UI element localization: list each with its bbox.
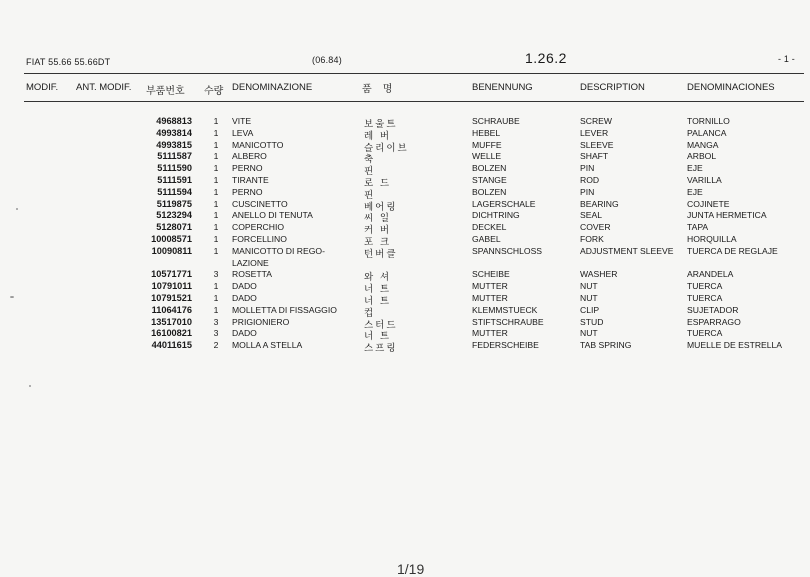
name-korean: 커 버 xyxy=(364,225,391,237)
col-qty-ko: 수량 xyxy=(204,86,224,97)
col-modif: MODIF. xyxy=(26,82,59,93)
table-row xyxy=(0,187,810,199)
name-english: STUD xyxy=(580,316,604,327)
quantity: 1 xyxy=(213,293,219,303)
name-italian: PRIGIONIERO xyxy=(232,316,290,327)
col-ant-modif: ANT. MODIF. xyxy=(76,82,132,93)
name-korean: 스프링 xyxy=(364,343,398,355)
name-italian: DADO xyxy=(232,293,257,303)
quantity: 1 xyxy=(213,304,219,315)
name-spanish: COJINETE xyxy=(687,198,730,209)
name-korean: 레 버 xyxy=(364,130,391,142)
col-denominaciones: DENOMINACIONES xyxy=(687,82,775,93)
table-row xyxy=(0,340,810,355)
name-english: NUT xyxy=(580,281,598,292)
part-number: 10008571 xyxy=(151,234,192,244)
col-name-ko: 품 명 xyxy=(362,84,393,95)
quantity: 1 xyxy=(213,198,219,209)
table-row xyxy=(0,140,810,152)
name-italian: MANICOTTO DI REGO- xyxy=(232,245,325,256)
name-spanish: VARILLA xyxy=(687,175,722,185)
edition-date: (06.84) xyxy=(312,55,342,65)
part-number: 44011615 xyxy=(151,340,192,351)
part-number: 10791521 xyxy=(151,293,192,303)
scan-speck xyxy=(10,296,14,298)
part-number: 5119875 xyxy=(156,198,192,209)
part-number: 10090811 xyxy=(151,245,192,256)
header-rule xyxy=(24,101,804,102)
part-number: 4993814 xyxy=(156,127,192,138)
name-spanish: MUELLE DE ESTRELLA xyxy=(687,340,783,351)
name-italian: ANELLO DI TENUTA xyxy=(232,210,313,221)
name-spanish: TUERCA xyxy=(687,281,723,292)
name-italian: ROSETTA xyxy=(232,269,272,280)
name-korean: 너 트 xyxy=(364,284,391,296)
part-number: 5128071 xyxy=(156,222,192,233)
name-korean: 와 셔 xyxy=(364,272,391,284)
part-number: 5111591 xyxy=(157,175,192,185)
name-spanish: TORNILLO xyxy=(687,116,730,126)
table-row xyxy=(0,281,810,296)
table-row xyxy=(0,269,810,284)
name-german: FEDERSCHEIBE xyxy=(472,340,539,351)
name-german: DICHTRING xyxy=(472,210,520,221)
table-row xyxy=(0,151,810,166)
name-spanish: JUNTA HERMETICA xyxy=(687,210,767,221)
quantity: 3 xyxy=(213,316,219,327)
name-spanish: TUERCA xyxy=(687,293,723,303)
table-row xyxy=(0,234,810,246)
name-korean: 컵 xyxy=(364,307,376,319)
name-english: SCREW xyxy=(580,116,612,126)
name-spanish: ARBOL xyxy=(687,151,717,162)
name-korean: 로 드 xyxy=(364,178,391,189)
table-code: 1.26.2 xyxy=(525,50,567,66)
name-english: ROD xyxy=(580,175,600,185)
table-row xyxy=(0,116,810,128)
name-german: BOLZEN xyxy=(472,186,507,197)
name-italian: PERNO xyxy=(232,186,263,197)
name-korean: 슬리이브 xyxy=(364,142,409,154)
name-korean: 핀 xyxy=(364,189,376,201)
name-spanish: TAPA xyxy=(687,222,709,233)
name-english: FORK xyxy=(580,234,604,244)
part-number: 10571771 xyxy=(151,269,192,280)
name-german: WELLE xyxy=(472,151,502,162)
table-row xyxy=(0,199,810,211)
quantity: 1 xyxy=(213,210,219,221)
name-spanish: SUJETADOR xyxy=(687,304,739,315)
model-title: FIAT 55.66 55.66DT xyxy=(26,57,111,67)
name-german: GABEL xyxy=(472,234,501,244)
name-italian: COPERCHIO xyxy=(232,222,285,233)
top-rule xyxy=(24,73,804,74)
quantity: 2 xyxy=(213,340,219,351)
name-english: WASHER xyxy=(580,269,618,280)
quantity: 1 xyxy=(213,151,219,162)
name-german: SCHEIBE xyxy=(472,269,510,280)
table-row xyxy=(0,305,810,317)
name-english: CLIP xyxy=(580,304,600,315)
quantity: 1 xyxy=(213,175,219,185)
page-marker: - 1 - xyxy=(778,54,796,64)
name-korean: 너 트 xyxy=(364,296,391,307)
name-italian: TIRANTE xyxy=(232,175,269,185)
name-korean: 보울트 xyxy=(364,119,398,130)
name-italian: ALBERO xyxy=(232,151,267,162)
name-english: SEAL xyxy=(580,210,602,221)
scan-speck xyxy=(16,208,18,210)
table-row xyxy=(0,328,810,343)
part-number: 16100821 xyxy=(151,328,192,339)
name-korean: 축 xyxy=(364,154,376,166)
name-spanish: TUERCA xyxy=(687,328,723,339)
col-description: DESCRIPTION xyxy=(580,82,645,93)
name-german: HEBEL xyxy=(472,127,501,138)
table-row xyxy=(0,293,810,305)
name-italian: LEVA xyxy=(232,127,254,138)
scan-speck xyxy=(29,385,31,387)
name-english: NUT xyxy=(580,328,598,339)
name-german: BOLZEN xyxy=(472,163,507,174)
quantity: 1 xyxy=(213,222,219,233)
name-korean: 핀 xyxy=(364,166,376,178)
table-row xyxy=(0,258,810,270)
table-row xyxy=(0,210,810,225)
name-spanish: ESPARRAGO xyxy=(687,316,741,327)
name-italian: VITE xyxy=(232,116,252,126)
part-number: 11064176 xyxy=(151,304,192,315)
name-spanish: ARANDELA xyxy=(687,269,734,280)
name-english: LEVER xyxy=(580,127,609,138)
name-english: COVER xyxy=(580,222,611,233)
quantity: 1 xyxy=(213,127,219,138)
part-number: 5111590 xyxy=(157,163,192,174)
quantity: 1 xyxy=(213,186,219,197)
part-number: 10791011 xyxy=(151,281,192,292)
name-spanish: TUERCA DE REGLAJE xyxy=(687,245,778,256)
quantity: 1 xyxy=(213,234,219,244)
name-german: LAGERSCHALE xyxy=(472,198,536,209)
name-italian: MOLLETTA DI FISSAGGIO xyxy=(232,304,337,315)
part-number: 5123294 xyxy=(156,210,192,221)
name-german: SPANNSCHLOSS xyxy=(472,245,543,256)
quantity: 1 xyxy=(213,163,219,174)
name-german: STIFTSCHRAUBE xyxy=(472,316,544,327)
name-english: ADJUSTMENT SLEEVE xyxy=(580,245,674,256)
name-korean: 너 트 xyxy=(364,331,391,343)
name-italian: MOLLA A STELLA xyxy=(232,340,303,351)
name-italian: CUSCINETTO xyxy=(232,198,288,209)
table-row xyxy=(0,222,810,237)
quantity: 3 xyxy=(213,328,219,339)
quantity: 1 xyxy=(213,281,219,292)
quantity: 1 xyxy=(213,116,219,126)
name-korean: 포 크 xyxy=(364,237,391,248)
col-denominazione: DENOMINAZIONE xyxy=(232,82,313,93)
name-english: BEARING xyxy=(580,198,619,209)
name-english: NUT xyxy=(580,293,598,303)
part-number: 4968813 xyxy=(156,116,192,126)
name-korean: 턴버클 xyxy=(364,248,398,260)
part-number: 13517010 xyxy=(151,316,192,327)
name-german: DECKEL xyxy=(472,222,507,233)
name-german: SCHRAUBE xyxy=(472,116,520,126)
part-number: 5111594 xyxy=(157,186,192,197)
name-german: MUFFE xyxy=(472,139,502,150)
name-spanish: EJE xyxy=(687,163,703,174)
name-korean: 씨 일 xyxy=(364,213,391,225)
name-italian: LAZIONE xyxy=(232,257,269,268)
name-italian: FORCELLINO xyxy=(232,234,287,244)
name-italian: DADO xyxy=(232,281,257,292)
quantity: 1 xyxy=(213,139,219,150)
name-italian: PERNO xyxy=(232,163,263,174)
part-number: 5111587 xyxy=(157,151,192,162)
name-korean: 스터드 xyxy=(364,319,398,331)
table-row xyxy=(0,163,810,178)
part-number: 4993815 xyxy=(156,139,192,150)
name-english: TAB SPRING xyxy=(580,340,632,351)
table-row xyxy=(0,128,810,140)
handwritten-page-number: 1/19 xyxy=(397,561,425,577)
name-spanish: EJE xyxy=(687,186,703,197)
table-row xyxy=(0,175,810,187)
name-italian: MANICOTTO xyxy=(232,139,284,150)
table-row xyxy=(0,246,810,258)
name-spanish: HORQUILLA xyxy=(687,234,737,244)
quantity: 1 xyxy=(213,245,219,256)
name-german: STANGE xyxy=(472,175,507,185)
name-spanish: PALANCA xyxy=(687,127,727,138)
col-part-no-ko: 부품번호 xyxy=(146,86,185,97)
name-english: PIN xyxy=(580,163,595,174)
quantity: 3 xyxy=(213,269,219,280)
name-german: MUTTER xyxy=(472,281,508,292)
name-spanish: MANGA xyxy=(687,139,719,150)
name-english: SLEEVE xyxy=(580,139,614,150)
table-row xyxy=(0,317,810,329)
name-german: MUTTER xyxy=(472,293,508,303)
name-german: KLEMMSTUECK xyxy=(472,304,538,315)
name-english: SHAFT xyxy=(580,151,609,162)
name-korean: 베어링 xyxy=(364,201,398,213)
name-english: PIN xyxy=(580,186,595,197)
col-benennung: BENENNUNG xyxy=(472,82,533,93)
name-german: MUTTER xyxy=(472,328,508,339)
name-italian: DADO xyxy=(232,328,257,339)
